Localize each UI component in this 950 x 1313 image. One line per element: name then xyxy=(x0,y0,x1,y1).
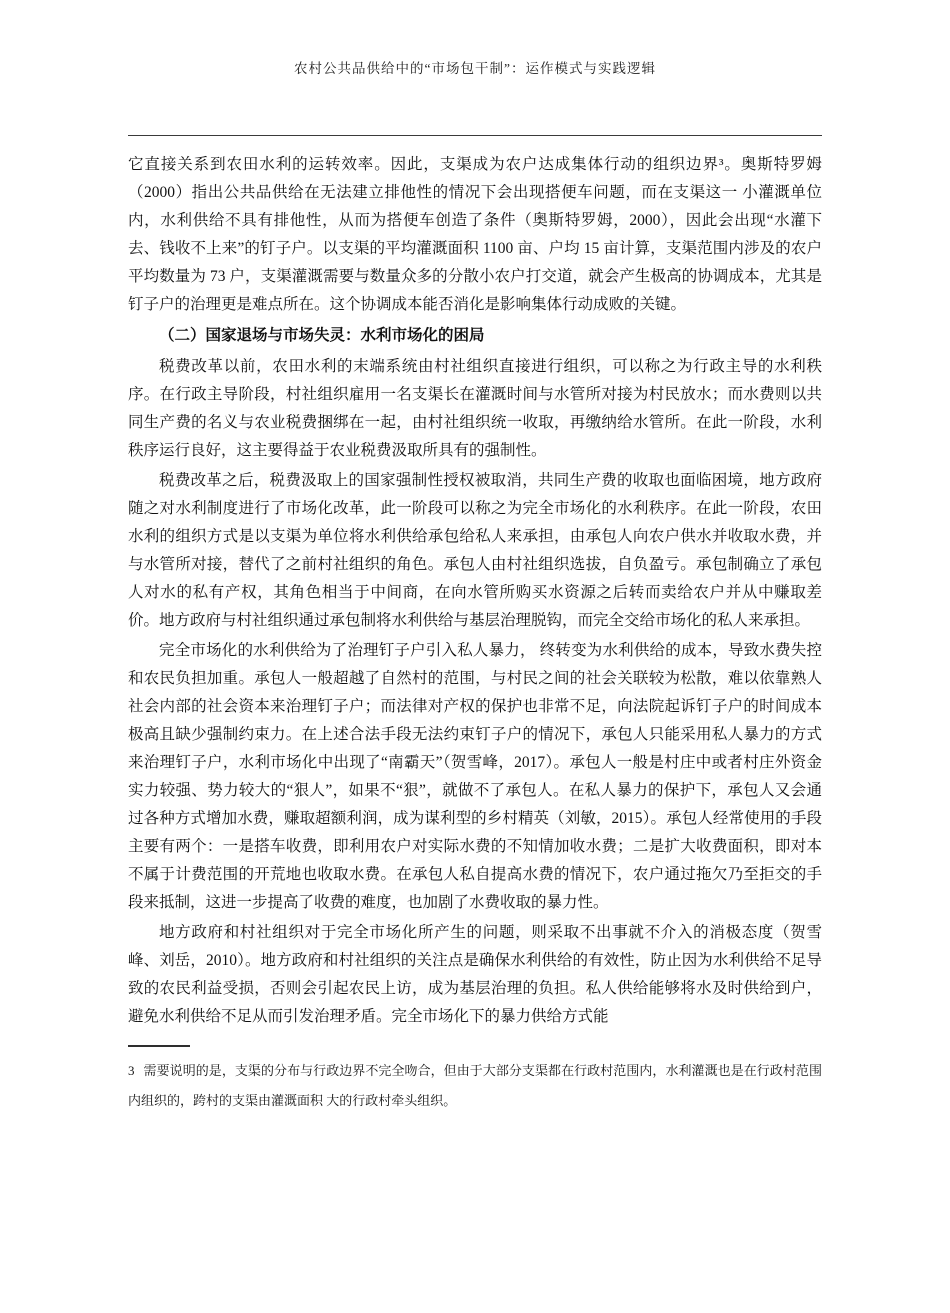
paragraph: 地方政府和村社组织对于完全市场化所产生的问题，则采取不出事就不介入的消极态度（贺雪峰、刘岳，2010）。地方政府和村社组织的关注点是确保水利供给的有效性，防止因为水利供给不足导致的农民利益受损，否则会引起农民上访，成为基层治理的负担。私人供给能够将水及时供给到户，避免水利供给不足从而引发治理矛盾。完全市场化下的暴力供给方式能 xyxy=(128,924,822,1025)
header-rule xyxy=(128,135,822,136)
paragraph-continuation: 它直接关系到农田水利的运转效率。因此，支渠成为农户达成集体行动的组织边界³。奥斯特罗姆（2000）指出公共品供给在无法建立排他性的情况下会出现搭便车问题，而在支渠这一 小灌溉单位内，水利供给不具有排他性，从而为搭便车创造了条件（奥斯特罗姆，2000），因此会出现“水灌下去、钱收不上来”的钉子户。以支渠的平均灌溉面积 1100 亩、户均 15 亩计算，支渠范围内涉及的农户平均数量为 73 户，支渠灌溉需要与数量众多的分散小农户打交道，就会产生极高的协调成本，尤其是钉子户的治理更是难点所在。这个协调成本能否消化是影响集体行动成败的关键。 xyxy=(128,156,822,313)
footnote xyxy=(128,1056,822,1116)
footnote-area xyxy=(128,1045,822,1116)
paragraph: 税费改革之后，税费汲取上的国家强制性授权被取消，共同生产费的收取也面临困境，地方政府随之对水利制度进行了市场化改革，此一阶段可以称之为完全市场化的水利秩序。在此一阶段，农田水利的组织方式是以支渠为单位将水利供给承包给私人来承担，由承包人向农户供水并收取水费，并与水管所对接，替代了之前村社组织的角色。承包人由村社组织选拔，自负盈亏。承包制确立了承包人对水的私有产权，其角色相当于中间商，在向水管所购买水资源之后转而卖给农户并从中赚取差价。地方政府与村社组织通过承包制将水利供给与基层治理脱钩，而完全交给市场化的私人来承担。 xyxy=(128,472,822,629)
section-heading: （二）国家退场与市场失灵：水利市场化的困局 xyxy=(159,327,485,344)
footnote-text: 需要说明的是，支渠的分布与行政边界不完全吻合，但由于大部分支渠都在行政村范围内，水利灌溉也是在行政村范围内组织的，跨村的支渠由灌溉面积 大的行政村牵头组织。 xyxy=(128,1063,822,1108)
footnote-separator xyxy=(128,1045,190,1047)
paragraph: 完全市场化的水利供给为了治理钉子户引入私人暴力， 终转变为水利供给的成本，导致水费失控和农民负担加重。承包人一般超越了自然村的范围，与村民之间的社会关联较为松散，难以依靠熟人社会内部的社会资本来治理钉子户；而法律对产权的保护也非常不足，向法院起诉钉子户的时间成本极高且缺少强制约束力。在上述合法手段无法约束钉子户的情况下，承包人只能采用私人暴力的方式来治理钉子户，水利市场化中出现了“南霸天”（贺雪峰，2017）。承包人一般是村庄中或者村庄外资金实力较强、势力较大的“狠人”，如果不“狠”，就做不了承包人。在私人暴力的保护下，承包人又会通过各种方式增加水费，赚取超额利润，成为谋利型的乡村精英（刘敏，2015）。承包人经常使用的手段主要有两个：一是搭车收费，即利用农户对实际水费的不知情加收水费；二是扩大收费面积，即对本不属于计费范围的开荒地也收取水费。在承包人私自提高水费的情况下，农户通过拖欠乃至拒交的手段来抵制，这进一步提高了收费的难度，也加剧了水费收取的暴力性。 xyxy=(128,642,822,911)
paragraph: 税费改革以前，农田水利的末端系统由村社组织直接进行组织，可以称之为行政主导的水利秩序。在行政主导阶段，村社组织雇用一名支渠长在灌溉时间与水管所对接为村民放水；而水费则以共同生产费的名义与农业税费捆绑在一起，由村社组织统一收取，再缴纳给水管所。在此一阶段，水利秩序运行良好，这主要得益于农业税费汲取所具有的强制性。 xyxy=(128,358,822,459)
running-header-title: 农村公共品供给中的“市场包干制”：运作模式与实践逻辑 xyxy=(294,61,656,76)
document-body xyxy=(128,151,822,1031)
footnote-marker: 3 xyxy=(128,1063,135,1078)
